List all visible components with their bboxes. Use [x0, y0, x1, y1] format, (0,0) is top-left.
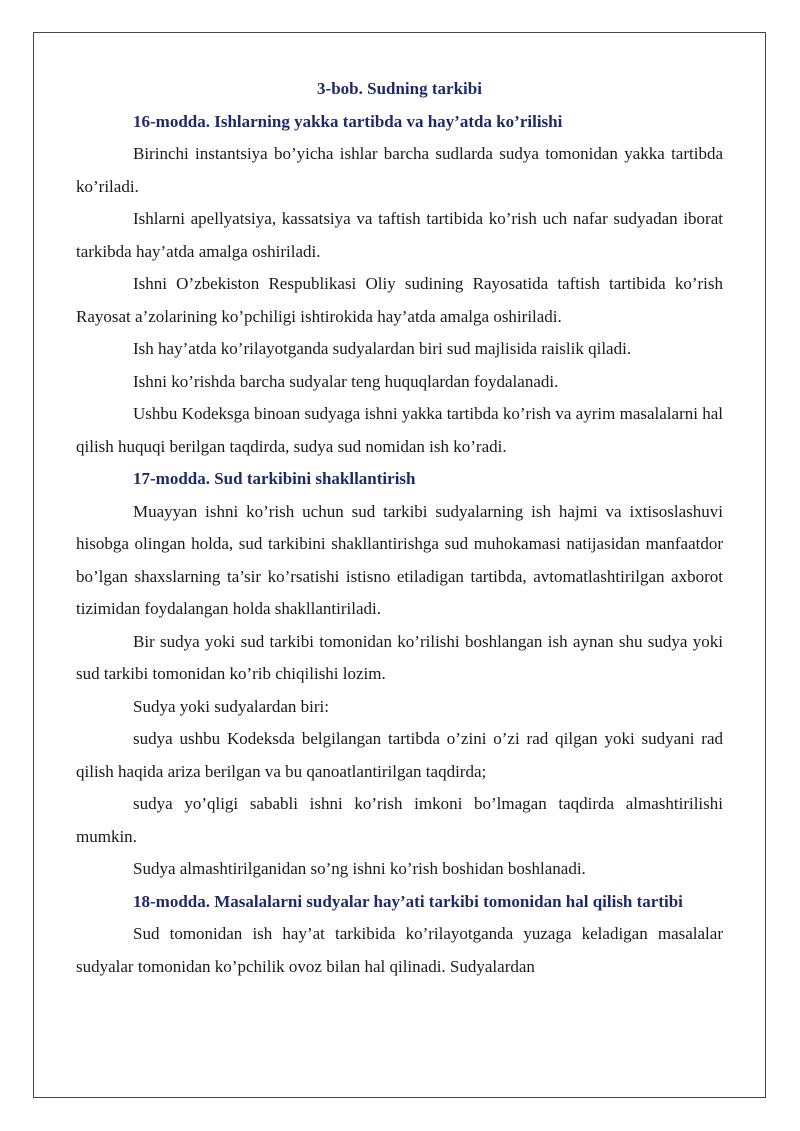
paragraph: Ishlarni apellyatsiya, kassatsiya va taftish tartibida ko’rish uch nafar sudyadan iborat tarkibda hay’atda amalga oshiriladi.	[76, 209, 723, 261]
paragraph: Ish hay’atda ko’rilayotganda sudyalardan biri sud majlisida raislik qiladi.	[133, 339, 632, 358]
paragraph: sudya yo’qligi sababli ishni ko’rish imkoni bo’lmagan taqdirda almashtirilishi mumkin.	[76, 794, 723, 846]
paragraph: Birinchi instantsiya bo’yicha ishlar barcha sudlarda sudya tomonidan yakka tartibda ko’riladi.	[76, 144, 723, 196]
paragraph: Muayyan ishni ko’rish uchun sud tarkibi sudyalarning ish hajmi va ixtisoslashuvi hisobga olingan holda, sud tarkibini shakllantirishga sud muhokamasi natijasidan manfaatdor bo’lgan shaxslarning ta’sir ko’rsatishi istisno etiladigan tartibda, avtomatlashtirilgan axborot tizimidan foydalangan holda shakllantiriladi.	[76, 501, 723, 618]
article-16-title: 16-modda. Ishlarning yakka tartibda va hay’atda ko’rilishi	[133, 111, 563, 131]
article-18-title: 18-modda. Masalalarni sudyalar hay’ati tarkibi tomonidan hal qilish tartibi	[133, 891, 683, 911]
paragraph: Bir sudya yoki sud tarkibi tomonidan ko’rilishi boshlangan ish aynan shu sudya yoki sud tarkibi tomonidan ko’rib chiqilishi lozim.	[76, 631, 723, 683]
chapter-title: 3-bob. Sudning tarkibi	[317, 79, 482, 98]
paragraph: Ushbu Kodeksga binoan sudyaga ishni yakka tartibda ko’rish va ayrim masalalarni hal qilish huquqi berilgan taqdirda, sudya sud nomidan ish ko’radi.	[76, 404, 723, 456]
paragraph: sudya ushbu Kodeksda belgilangan tartibda o’zini o’zi rad qilgan yoki sudyani rad qilish haqida ariza berilgan va bu qanoatlantirilgan taqdirda;	[76, 729, 723, 781]
paragraph: Sudya yoki sudyalardan biri:	[133, 696, 329, 716]
paragraph: Ishni O’zbekiston Respublikasi Oliy sudining Rayosatida taftish tartibida ko’rish Rayosat a’zolarining ko’pchiligi ishtirokida hay’atda amalga oshiriladi.	[76, 274, 723, 326]
paragraph: Sud tomonidan ish hay’at tarkibida ko’rilayotganda yuzaga keladigan masalalar sudyalar tomonidan ko’pchilik ovoz bilan hal qilinadi. Sudyalardan	[76, 924, 723, 976]
paragraph: Ishni ko’rishda barcha sudyalar teng huquqlardan foydalanadi.	[133, 371, 559, 391]
document-body	[76, 73, 723, 983]
article-17-title: 17-modda. Sud tarkibini shakllantirish	[133, 469, 416, 488]
paragraph: Sudya almashtirilganidan so’ng ishni ko’rish boshidan boshlanadi.	[133, 859, 586, 878]
